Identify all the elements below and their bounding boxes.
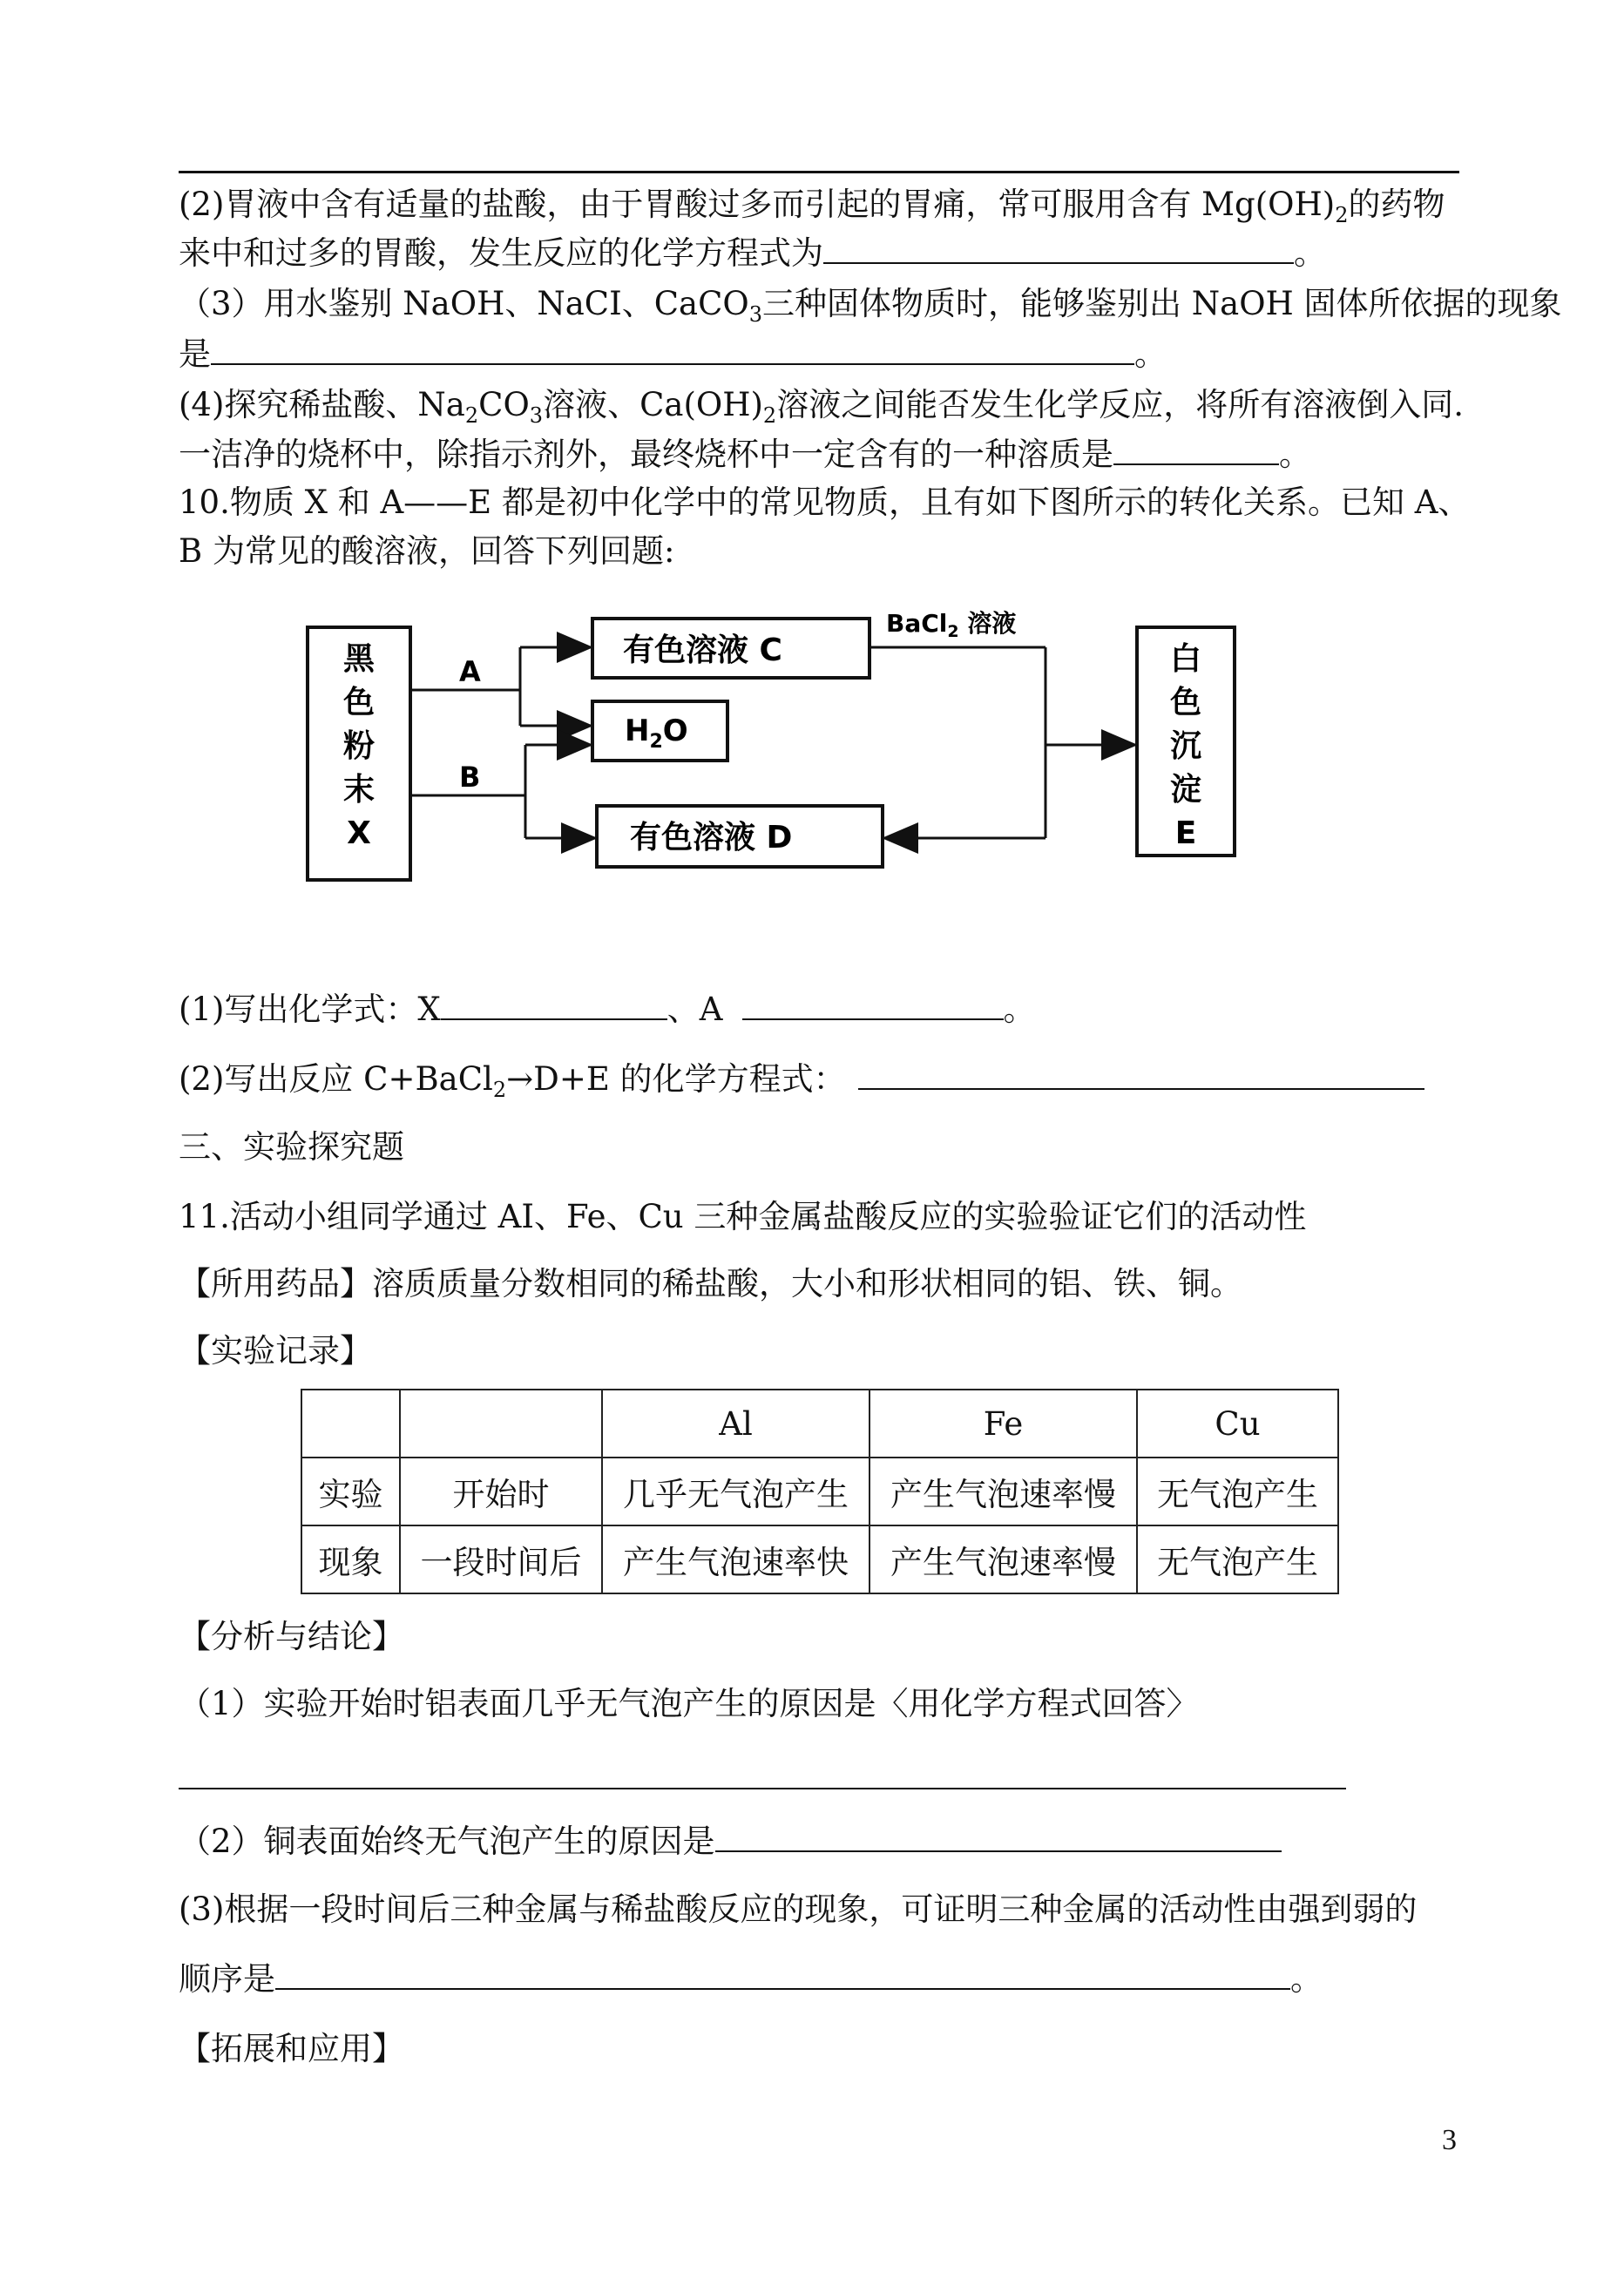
label-c: 有色溶液 C [623,632,782,668]
q10-sub2: (2)写出反应 C+BaCl$_2$→D+E 的化学方程式： [179,1063,1424,1095]
table-cell: 产生气泡速率慢 [870,1525,1137,1593]
label-b: B [459,761,481,794]
answer-line[interactable] [179,1788,1346,1789]
q11-extend-heading: 【拓展和应用】 [179,2030,404,2067]
q9-part3-line2: 是 。 [179,335,1167,373]
box-x-char-2: 粉 [342,728,376,764]
diagram-svg [301,601,1281,897]
q11-record-heading: 【实验记录】 [179,1332,372,1370]
box-x-char-4: X [347,815,371,851]
box-e-char-2: 沉 [1169,728,1202,764]
table-header-cell: Al [602,1390,870,1458]
q9-part2-line2: 来中和过多的胃酸，发生反应的化学方程式为 。 [179,234,1326,272]
row-label: 实验 [301,1458,400,1525]
q10-line1: 10.物质 X 和 A——E 都是初中化学中的常见物质，且有如下图所示的转化关系。已知 A、 [179,484,1471,521]
q11-analysis-3-line1: (3)根据一段时间后三种金属与稀盐酸反应的现象，可证明三种金属的活动性由强到弱的 [179,1891,1418,1928]
answer-blank[interactable] [858,1087,1424,1090]
label-a: A [459,655,481,688]
answer-blank[interactable] [211,362,1134,365]
answer-blank[interactable] [275,1987,1290,1990]
table-header-row [301,1390,1338,1458]
answer-blank[interactable] [715,1850,1282,1852]
table-header-cell [400,1390,602,1458]
table-cell: 开始时 [400,1458,602,1525]
table-header-cell: Fe [870,1390,1137,1458]
table-cell: 产生气泡速率快 [602,1525,870,1593]
q11-analysis-3-line2: 顺序是 。 [179,1960,1323,1998]
label-d: 有色溶液 D [630,820,793,856]
q11-analysis-heading: 【分析与结论】 [179,1618,404,1655]
q9-part2-line1: (2)胃液中含有适量的盐酸，由于胃酸过多而引起的胃痛，常可服用含有 $Mg(OH)_2$的药物 [179,186,1445,227]
box-x-char-3: 末 [342,772,376,808]
q9-part4-line2: 一洁净的烧杯中，除指示剂外，最终烧杯中一定含有的一种溶质是 。 [179,436,1311,473]
conversion-diagram [301,601,1281,897]
q10-line2: B 为常见的酸溶液，回答下列回题: [179,532,675,570]
row-label: 现象 [301,1525,400,1593]
q11-analysis-1: （1）实验开始时铝表面几乎无气泡产生的原因是〈用化学方程式回答〉 [179,1685,1199,1722]
box-e-char-1: 色 [1169,685,1202,720]
table-row [301,1458,1338,1525]
answer-blank[interactable] [1113,463,1279,465]
table-cell: 无气泡产生 [1137,1458,1338,1525]
section-title: 三、实验探究题 [179,1128,404,1166]
answer-blank-a[interactable] [742,1018,1004,1020]
label-h2o: $H_2O$ [625,714,688,753]
q9-part4-line1: (4)探究稀盐酸、$Na_2CO_3$溶液、$Ca(OH)_2$溶液之间能否发生化学反应，将所有溶液倒入同. [179,386,1464,428]
box-e-char-0: 白 [1169,641,1202,677]
box-e-char-3: 淀 [1169,772,1202,808]
box-x-char-1: 色 [342,685,376,720]
table-cell: 产生气泡速率慢 [870,1458,1137,1525]
table-cell: 无气泡产生 [1137,1525,1338,1593]
experiment-table [301,1389,1339,1594]
box-e-char-4: E [1174,815,1197,851]
q10-sub1: (1)写出化学式：X 、A 。 [179,991,1036,1028]
page-number: 3 [1442,2124,1457,2156]
table-cell: 一段时间后 [400,1525,602,1593]
table-row [301,1525,1338,1593]
answer-blank[interactable] [823,261,1294,264]
q11-drugs: 【所用药品】溶质质量分数相同的稀盐酸，大小和形状相同的铝、铁、铜。 [179,1265,1242,1302]
q11-intro: 11.活动小组同学通过 AI、Fe、Cu 三种金属盐酸反应的实验验证它们的活动性 [179,1198,1307,1235]
box-x-char-0: 黑 [342,641,376,677]
table-header-cell: Cu [1137,1390,1338,1458]
table-header-cell [301,1390,400,1458]
q11-analysis-2: （2）铜表面始终无气泡产生的原因是 [179,1825,1282,1857]
answer-blank-x[interactable] [441,1018,667,1020]
table-cell: 几乎无气泡产生 [602,1458,870,1525]
q9-part3-line1: （3）用水鉴别 NaOH、NaCI、CaCO$_3$三种固体物质时，能够鉴别出 NaOH 固体所依据的现象 [179,285,1562,327]
label-bacl2: BaCl$_2$ 溶液 [886,609,1017,641]
header-rule [179,171,1459,173]
